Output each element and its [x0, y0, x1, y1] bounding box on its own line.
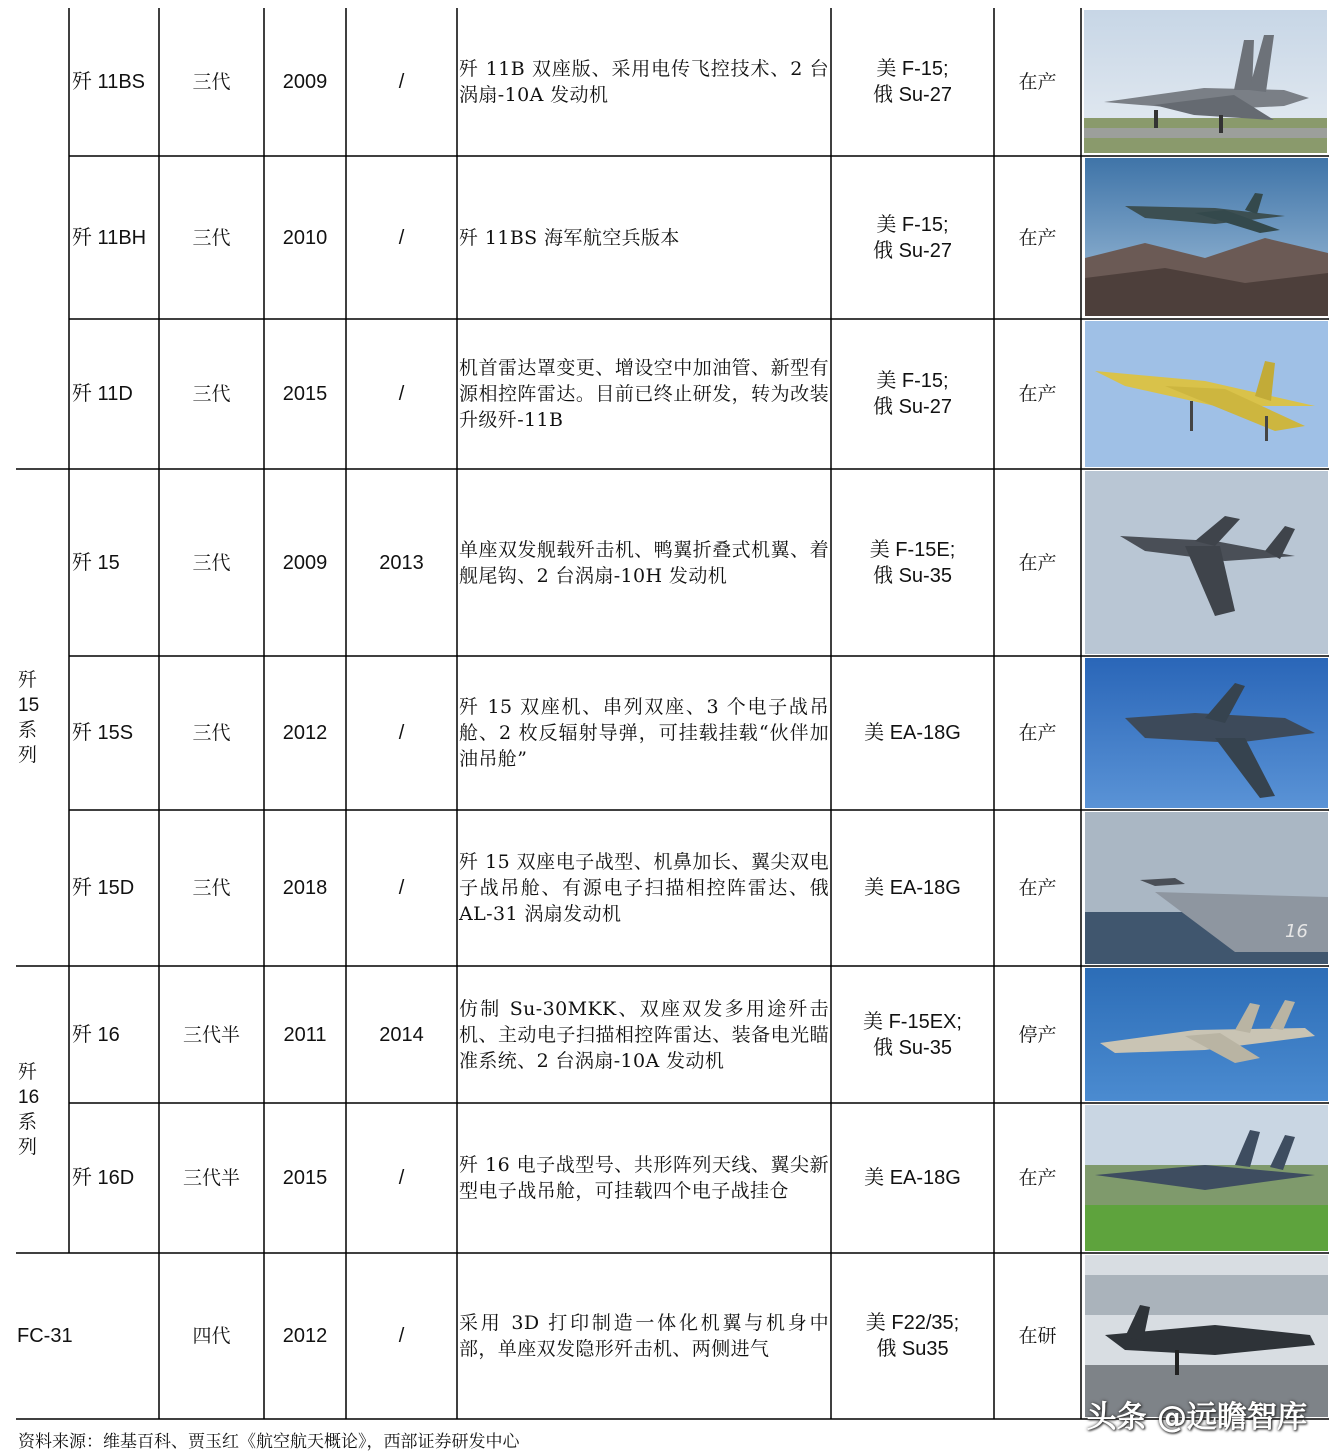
model-cell: 歼 11BS [72, 71, 145, 93]
counterpart-cell [831, 656, 994, 810]
counterpart-cell [831, 1103, 994, 1253]
status-cell: 在产 [1018, 722, 1057, 744]
generation-cell: 三代半 [182, 1167, 240, 1189]
generation-cell: 三代 [192, 722, 231, 744]
status-cell: 在产 [1018, 383, 1057, 405]
first-flight-cell: 2015 [282, 1167, 328, 1189]
model-cell: 歼 16D [72, 1167, 135, 1189]
description-cell [459, 1103, 829, 1253]
service-cell: / [398, 71, 405, 93]
aircraft-photo [1085, 658, 1328, 808]
counterpart-cell [831, 8, 994, 156]
counterpart-us: 美 F-15; [876, 370, 949, 392]
description-cell [459, 469, 829, 656]
counterpart-ru: 俄 Su-35 [873, 1036, 952, 1059]
description-text: 仿制 Su-30MKK、双座双发多用途歼击机、主动电子扫描相控阵雷达、装备电光瞄准系统、2 台涡扇-10A 发动机 [459, 997, 829, 1072]
description-text: 采用 3D 打印制造一体化机翼与机身中部，单座双发隐形歼击机、两侧进气 [459, 1312, 829, 1360]
counterpart-us: 美 F-15EX; [863, 1010, 962, 1033]
aircraft-photo [1085, 471, 1328, 654]
counterpart-cell [831, 319, 994, 469]
service-cell: / [398, 1167, 405, 1189]
description-text: 机首雷达罩变更、增设空中加油管、新型有源相控阵雷达。目前已终止研发，转为改装升级歼-11B [459, 357, 829, 431]
counterpart-cell [831, 156, 994, 319]
description-cell [459, 1253, 829, 1419]
counterpart-cell [831, 1253, 994, 1419]
description-text: 歼 15 双座电子战型、机鼻加长、翼尖双电子战吊舱、有源电子扫描相控阵雷达、俄 AL-31 涡扇发动机 [459, 851, 829, 925]
generation-cell: 三代半 [182, 1023, 240, 1046]
series-label-j16 [18, 1060, 39, 1160]
service-cell: / [398, 877, 405, 899]
counterpart-cell [831, 469, 994, 656]
status-cell: 在产 [1018, 877, 1057, 899]
description-cell [459, 319, 829, 469]
model-cell: FC-31 [17, 1325, 73, 1347]
series-char: 歼 [18, 1062, 38, 1083]
counterpart-us: 美 F-15E; [869, 538, 956, 561]
aircraft-photo [1085, 968, 1328, 1101]
generation-cell: 三代 [192, 877, 231, 899]
service-cell: / [398, 1325, 405, 1347]
aircraft-photo [1085, 812, 1328, 964]
generation-cell: 四代 [192, 1325, 231, 1347]
model-cell: 歼 11D [72, 383, 133, 405]
description-cell [459, 656, 829, 810]
model-cell: 歼 11BH [72, 226, 147, 249]
service-cell: / [398, 722, 405, 744]
series-char: 16 [18, 1087, 40, 1108]
service-cell: 2014 [379, 1023, 424, 1046]
aircraft-photo [1085, 158, 1328, 316]
service-cell: / [398, 383, 405, 405]
series-char: 列 [18, 745, 38, 766]
status-cell: 在产 [1018, 551, 1057, 574]
series-char: 系 [18, 1112, 38, 1133]
counterpart-ru: 俄 Su-35 [873, 564, 952, 587]
aircraft-photo [1084, 10, 1327, 153]
series-char: 列 [18, 1137, 38, 1158]
counterpart-us: 美 EA-18G [864, 877, 961, 899]
model-cell: 歼 15D [72, 877, 135, 899]
aircraft-photo [1085, 1105, 1328, 1251]
description-cell [459, 156, 829, 319]
description-text: 单座双发舰载歼击机、鸭翼折叠式机翼、着舰尾钩、2 台涡扇-10H 发动机 [459, 538, 829, 587]
status-cell: 在产 [1018, 1167, 1057, 1189]
first-flight-cell: 2010 [282, 226, 328, 249]
first-flight-cell: 2015 [282, 383, 328, 405]
generation-cell: 三代 [192, 226, 231, 249]
service-cell: / [398, 226, 405, 249]
status-cell: 在研 [1018, 1325, 1057, 1347]
first-flight-cell: 2012 [282, 722, 328, 744]
description-cell [459, 966, 829, 1103]
first-flight-cell: 2018 [282, 877, 328, 899]
counterpart-us: 美 F-15; [876, 58, 949, 80]
generation-cell: 三代 [192, 551, 231, 574]
description-text: 歼 11B 双座版、采用电传飞控技术、2 台涡扇-10A 发动机 [459, 58, 829, 106]
first-flight-cell: 2012 [282, 1325, 328, 1347]
first-flight-cell: 2009 [282, 551, 328, 574]
model-cell: 歼 16 [72, 1023, 120, 1046]
description-text: 歼 16 电子战型号、共形阵列天线、翼尖新型电子战吊舱，可挂载四个电子战挂仓 [459, 1154, 829, 1202]
counterpart-cell [831, 966, 994, 1103]
model-cell: 歼 15 [72, 551, 120, 574]
service-cell: 2013 [379, 551, 424, 574]
counterpart-cell [831, 810, 994, 966]
counterpart-ru: 俄 Su-27 [873, 396, 952, 418]
counterpart-us: 美 F22/35; [865, 1312, 960, 1334]
description-text: 歼 15 双座机、串列双座、3 个电子战吊舱、2 枚反辐射导弹，可挂载挂载“伙伴加油吊舱” [459, 696, 829, 770]
watermark-text: 头条 @远瞻智库 [1086, 1400, 1307, 1435]
series-label-j15 [18, 668, 39, 768]
first-flight-cell: 2009 [282, 71, 328, 93]
aircraft-photo [1085, 321, 1328, 467]
counterpart-us: 美 EA-18G [864, 1167, 961, 1189]
description-cell [459, 810, 829, 966]
svg-text:16: 16 [1285, 921, 1308, 942]
status-cell: 停产 [1018, 1023, 1057, 1046]
counterpart-ru: 俄 Su-27 [873, 239, 952, 262]
description-cell [459, 8, 829, 156]
series-char: 系 [18, 720, 38, 741]
generation-cell: 三代 [192, 383, 231, 405]
series-char: 歼 [18, 670, 38, 691]
status-cell: 在产 [1018, 226, 1057, 249]
first-flight-cell: 2011 [283, 1023, 327, 1046]
counterpart-us: 美 F-15; [876, 213, 949, 236]
status-cell: 在产 [1018, 71, 1057, 93]
source-note: 资料来源：维基百科、贾玉红《航空航天概论》，西部证券研发中心 [18, 1432, 520, 1452]
counterpart-ru: 俄 Su-27 [873, 84, 952, 106]
series-char: 15 [18, 695, 40, 716]
counterpart-us: 美 EA-18G [864, 722, 961, 744]
generation-cell: 三代 [192, 71, 231, 93]
description-text: 歼 11BS 海军航空兵版本 [459, 226, 680, 249]
counterpart-ru: 俄 Su35 [876, 1338, 949, 1360]
model-cell: 歼 15S [72, 722, 134, 744]
